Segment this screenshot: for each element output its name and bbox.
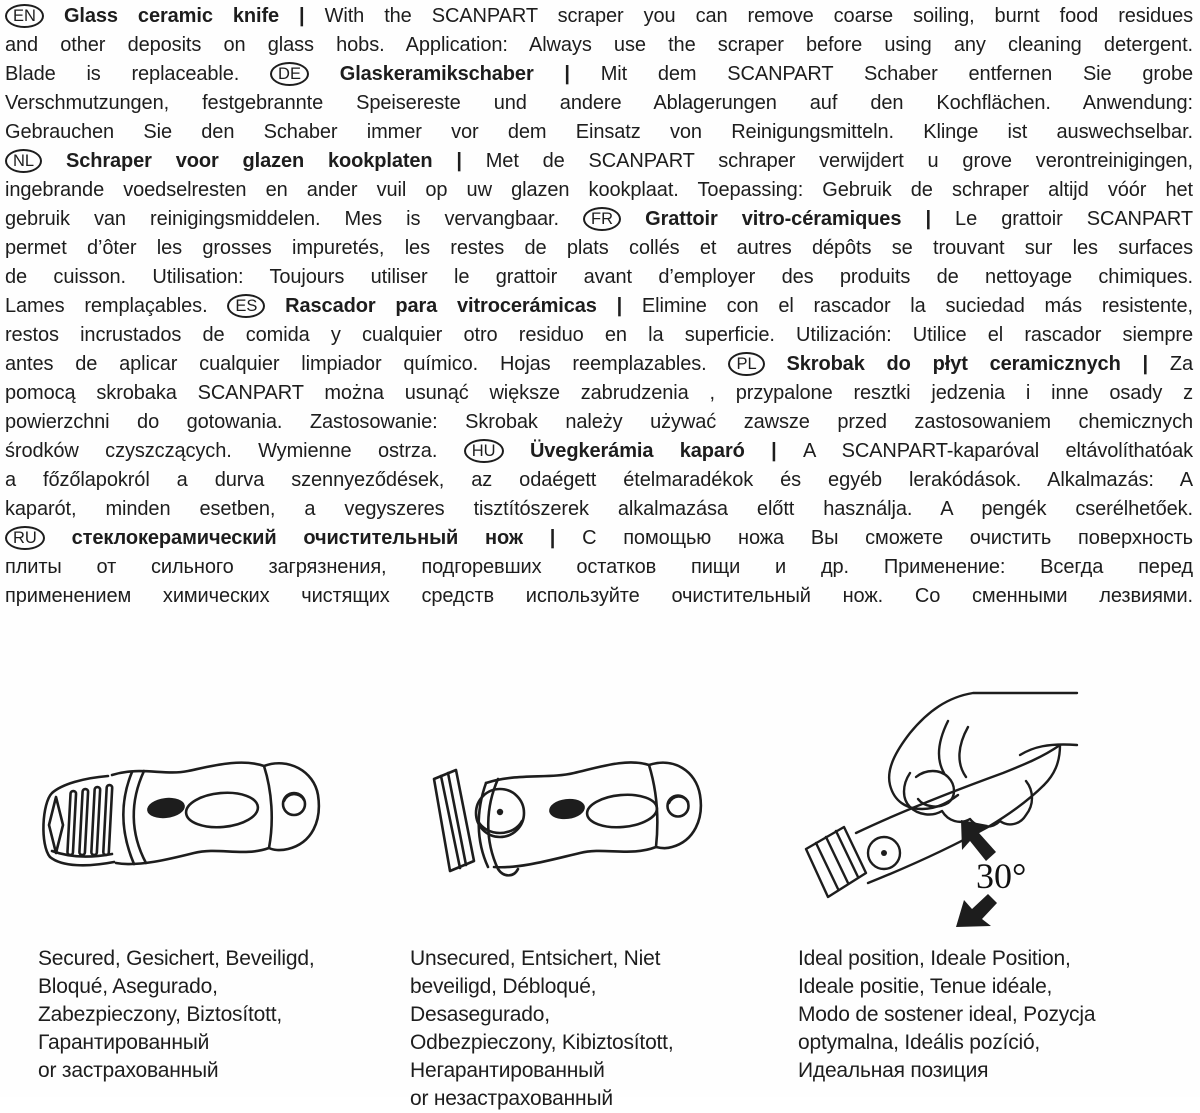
paragraph-line [5,466,1193,495]
body-text-segment: ingebrande voedselresten en ander vuil op uw glazen kookplaat. Toepassing: Gebruik de schraper altijd vóór het [5,179,1193,201]
paragraph-line [5,234,1193,263]
body-text-segment: Lames remplaçables. [5,295,228,317]
body-text-segment: środków czyszczących. Wymienne ostrza. [5,440,464,462]
body-text-segment: a főzőlapokról a durva szennyeződések, az odaégett ételmaradékok és egyéb lerakódások. Alkalmazás: A [5,469,1193,491]
exposed-blade [434,770,474,871]
paragraph-line [5,321,1193,350]
product-title-segment: Grattoir vitro-céramiques | [645,208,956,230]
body-text-segment: pomocą skrobaka SCANPART można usunąć większe zabrudzenia , przypalone resztki jedzenia i inne osady z [5,382,1193,404]
product-title-segment: Rascador para vitrocerámicas | [285,295,642,317]
language-badge-ru: RU [5,526,45,550]
handle-neck-line [123,772,134,864]
product-title-segment: Skrobak do płyt ceramicznych | [786,353,1170,375]
body-text-segment: Elimine con el rascador la suciedad más resistente, [641,295,1193,317]
body-text-segment: Verschmutzungen, festgebrannte Speisereste und andere Ablagerungen auf den Kochflächen. Anwendung: [5,92,1193,114]
language-badge-hu: HU [464,439,504,463]
body-text-segment: С помощью ножа Вы сможете очистить поверхность [582,527,1193,549]
body-text-segment: restos incrustados de comida y cualquier otro residuo en la superficie. Utilización: Utilice el rascador siempre [5,324,1193,346]
body-text-segment: kaparót, minden esetben, a vegyszeres tisztítószerek alkalmazása előtt használja. A pengék cserélhetőek. [5,498,1193,520]
body-text-segment: and other deposits on glass hobs. Application: Always use the scraper before using any cleaning detergent. [5,34,1193,56]
body-text-segment: A SCANPART-kaparóval eltávolíthatóak [803,440,1193,462]
hanging-hole-rim [284,794,304,801]
paragraph-line [5,263,1193,292]
paragraph-line [5,437,1193,466]
paragraph-line [5,176,1193,205]
paragraph-line [5,553,1193,582]
grip-oval-outline [586,792,659,830]
body-text-segment: плиты от сильного загрязнения, подгоревших остатков пищи и др. Применение: Всегда перед [5,556,1193,578]
body-text-segment: Gebrauchen Sie den Schaber immer vor dem Einsatz von Reinigungsmitteln. Klinge ist auswechselbar. [5,121,1193,143]
product-title-segment: Üvegkerámia kaparó | [529,440,804,462]
handle-body [112,763,272,864]
secured-scraper-drawing [36,751,326,881]
body-text-segment: Met de SCANPART schraper verwijdert u grove verontreinigingen, [485,150,1193,172]
finger-crease [959,727,968,777]
paragraph-line [5,524,1193,553]
paragraph-line [5,2,1193,31]
paragraph-line [5,408,1193,437]
body-text-segment: gebruik van reinigingsmiddelen. Mes is vervangbaar. [5,208,584,230]
product-title-segment: Schraper voor glazen kookplaten | [65,150,486,172]
grip-oval-outline [185,790,260,830]
paragraph-line [5,89,1193,118]
body-text-segment: de cuisson. Utilisation: Toujours utiliser le grattoir avant d’employer des produits de nettoyage chimiques. [5,266,1193,288]
body-text-segment: permet d’ôter les grosses impuretés, les restes de plats collés et autres dépôts se trouvant sur les surfaces [5,237,1193,259]
grip-oval-black [146,796,186,820]
language-badge-es: ES [227,294,265,318]
product-title-segment: Glaskeramikschaber | [339,63,601,85]
paragraph-line [5,292,1193,321]
body-text-segment: powierzchni do gotowania. Zastosowanie: Skrobak należy używać zawsze przed zastosowaniem chemicznych [5,411,1193,433]
product-title-segment: стеклокерамический очистительный нож | [71,527,583,549]
language-badge-de: DE [270,62,309,86]
paragraph-line [5,205,1193,234]
caption-secured: Secured, Gesichert, Beveiligd, Bloqué, Asegurado, Zabezpieczony, Biztosított, Гарантированный or застрахованный [38,947,315,1082]
paragraph-line [5,147,1193,176]
paragraph-line [5,350,1193,379]
unsecured-scraper-drawing [424,751,704,886]
body-text-segment: Blade is replaceable. [5,63,271,85]
hand-position-drawing [798,681,1078,931]
knob-center-dot [881,850,887,856]
paragraph-line [5,379,1193,408]
handle-neck-line [134,771,146,863]
paragraph-line [5,495,1193,524]
guard-diamond [49,797,63,853]
figures-section [0,611,1200,1110]
paragraph-line [5,118,1193,147]
caption-ideal-position: Ideal position, Ideale Position, Ideale positie, Tenue idéale, Modo de sostener ideal, Pozycja optymalna, Ideális pozíció, Идеальная позиция [798,947,1096,1082]
finger-crease [939,721,948,773]
guard-slat-line [826,837,848,883]
language-badge-en: EN [5,4,44,28]
blade-guard-slats [67,785,112,855]
body-text-segment: With the SCANPART scraper you can remove coarse soiling, burnt food residues [324,5,1193,27]
body-text-segment: Za [1169,353,1193,375]
hanging-hole-rim [669,796,688,803]
body-text-segment: antes de aplicar cualquier limpiador químico. Hojas reemplazables. [5,353,729,375]
body-text-segment: Mit dem SCANPART Schaber entfernen Sie grobe [600,63,1193,85]
knob-center-dot [497,809,503,815]
body-text-segment: Le grattoir SCANPART [955,208,1193,230]
paragraph-line [5,31,1193,60]
caption-unsecured: Unsecured, Entsichert, Niet beveiligd, Débloqué, Desasegurado, Odbezpieczony, Kibiztosított, Негарантированный or незастрахованный [410,947,674,1110]
language-badge-pl: PL [728,352,764,376]
body-text-segment: применением химических чистящих средств используйте очистительный нож. Со сменными лезвиями. [5,585,1193,607]
arrow-down-icon [956,894,997,927]
fingers-outline [904,773,1032,827]
language-badge-nl: NL [5,149,42,173]
angle-label: 30° [976,856,1027,896]
language-badge-fr: FR [583,207,621,231]
grip-oval-black [548,797,586,821]
guard-slat-line [836,831,858,877]
guard-slat-line [816,843,838,889]
paragraph-line [5,60,1193,89]
paragraph-line [5,582,1193,611]
product-title-segment: Glass ceramic knife | [63,5,325,27]
